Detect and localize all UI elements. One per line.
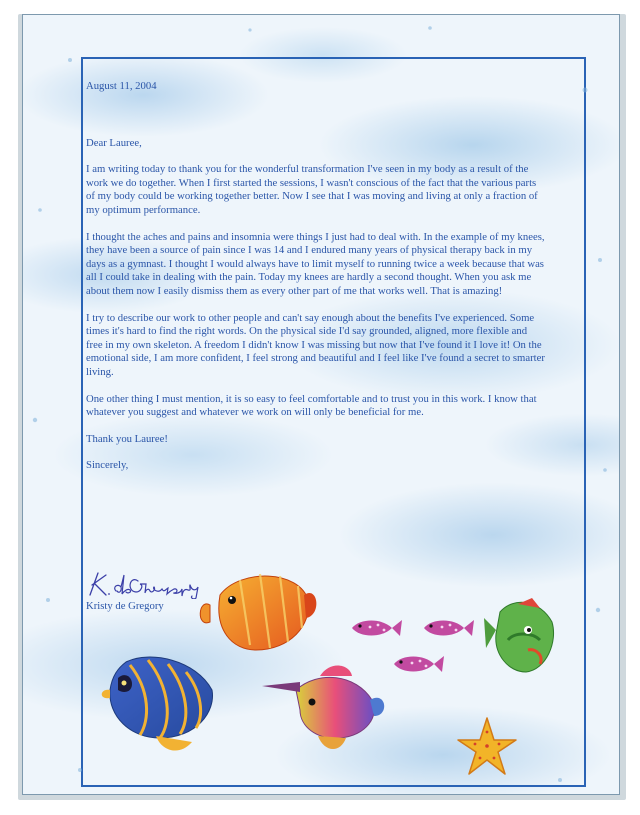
parrotfish-icon: [484, 598, 554, 672]
rainbow-fish-icon: [262, 665, 384, 749]
closing: Sincerely,: [86, 459, 129, 472]
butterflyfish-icon: [200, 574, 316, 650]
angelfish-icon: [102, 657, 213, 751]
paragraph-4: One other thing I must mention, it is so easy to feel comfortable and to trust you in this work. I know that whatever you suggest and whatever we work on will only be beneficial for me.: [86, 392, 537, 419]
paragraph-1: I am writing today to thank you for the wonderful transformation I've seen in my body as a result of the work we do together. When I first started the sessions, I wasn't conscious of the fact that the various parts of my body could be working together better. Now I see that I was moving and living at only a fraction of my optimum performance.: [86, 163, 538, 216]
salutation: Dear Lauree,: [86, 136, 142, 149]
small-fish-icon: [394, 656, 444, 672]
small-fish-icon: [352, 620, 402, 636]
paragraph-3: I try to describe our work to other people and can't say enough about the benefits I've experienced. Some times it's hard to find the right words. On the physical side I'd say grounded, aligned, more flexible and free in my own skeleton. A freedom I didn't know I was missing but now that I've found it I love it! On the emotional side, I am more confident, I feel strong and beautiful and I feel like I've found a secret to smarter living.: [86, 311, 545, 378]
paragraph-2: I thought the aches and pains and insomnia were things I just had to deal with. In the example of my knees, they have been a source of pain since I was 14 and I endured many years of physical therapy back in my days as a gymnast. I thought I would always have to limit myself to running twice a week because that was all I could take in dealing with the pain. Today my knees are hardly a second thought. When you ask me about them now I easily dismiss them as every other part of me that works well. That is amazing!: [86, 230, 545, 297]
starfish-icon: [458, 718, 516, 774]
signer-name: Kristy de Gregory: [86, 600, 164, 612]
small-fish-icon: [424, 620, 474, 636]
letter-date: August 11, 2004: [86, 80, 157, 92]
thank-you-line: Thank you Lauree!: [86, 432, 168, 445]
